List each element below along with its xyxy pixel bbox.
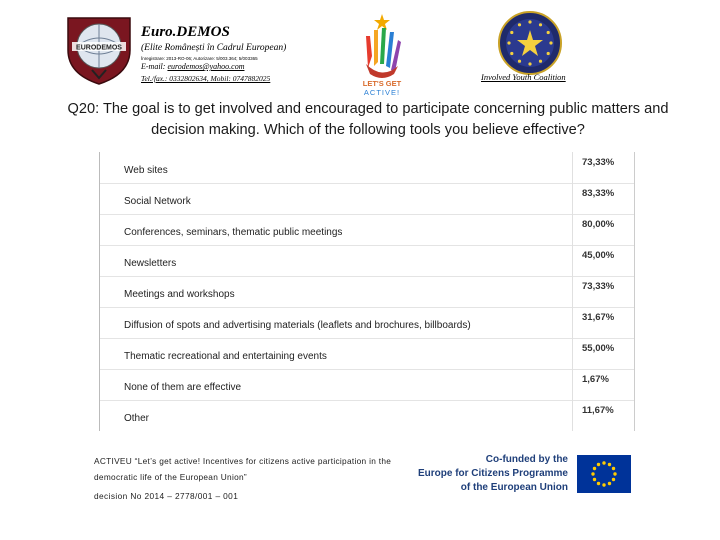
cofund-line-3: of the European Union <box>460 482 568 493</box>
project-description: ACTIVEU “Let’s get active! Incentives for citizens active participation in the democratic life of the European Union” <box>94 456 392 482</box>
row-percentage: 55,00% <box>582 343 615 354</box>
row-percentage: 80,00% <box>582 219 615 230</box>
iyc-label: Involved Youth Coalition <box>481 72 566 82</box>
row-percentage: 83,33% <box>582 188 615 199</box>
row-label: Meetings and workshops <box>124 289 235 300</box>
row-percentage: 1,67% <box>582 374 609 385</box>
table-row <box>100 276 634 308</box>
cofund-line-1: Co-funded by the <box>485 454 568 465</box>
org-subtitle: (Elite Românești în Cadrul European) <box>141 43 287 53</box>
column-divider <box>572 338 573 369</box>
question-text: Q20: The goal is to get involved and encouraged to participate concerning public matters and decision making. Which of the following tools you believe effective? <box>67 101 669 138</box>
eurodemos-logo <box>62 12 136 86</box>
eurodemos-logo-text: EURODEMOS <box>76 44 122 52</box>
row-label: None of them are effective <box>124 382 242 393</box>
column-divider <box>572 214 573 245</box>
row-percentage: 45,00% <box>582 250 615 261</box>
table-row <box>100 152 634 184</box>
table-row <box>100 214 634 246</box>
table-row <box>100 307 634 339</box>
table-row <box>100 245 634 277</box>
row-percentage: 73,33% <box>582 157 615 168</box>
decision-number: decision No 2014 – 2778/001 – 001 <box>94 491 239 501</box>
row-percentage: 31,67% <box>582 312 615 323</box>
email-label: E-mail: <box>141 62 168 71</box>
column-divider <box>572 307 573 338</box>
org-name: Euro.DEMOS <box>141 24 230 40</box>
table-row <box>100 369 634 401</box>
results-table <box>99 152 635 431</box>
table-row <box>100 400 634 431</box>
table-row <box>100 183 634 215</box>
column-divider <box>572 369 573 400</box>
row-label: Diffusion of spots and advertising materials (leaflets and brochures, billboards) <box>124 320 471 331</box>
column-divider <box>572 276 573 307</box>
org-registration: Înregistrare: 2013-RO-06; Autorizare: 5/003.364; 5/003365 <box>141 56 258 61</box>
cofunding-statement <box>404 453 568 495</box>
column-divider <box>572 400 573 431</box>
row-label: Newsletters <box>124 258 177 269</box>
lga-logo-line1: LET'S GET <box>362 79 402 88</box>
row-label: Thematic recreational and entertaining events <box>124 351 327 362</box>
org-phone: Tel./fax.: 0332802634, Mobil: 0747882025 <box>141 74 271 83</box>
column-divider <box>572 183 573 214</box>
lets-get-active-logo <box>358 12 406 96</box>
row-label: Social Network <box>124 196 191 207</box>
involved-youth-coalition-logo <box>497 10 563 76</box>
org-email-line <box>141 62 244 71</box>
row-percentage: 73,33% <box>582 281 615 292</box>
row-label: Web sites <box>124 165 168 176</box>
table-row <box>100 338 634 370</box>
row-label: Other <box>124 413 150 424</box>
eu-flag-icon <box>577 455 631 493</box>
lga-logo-line2: ACTIVE! <box>363 88 401 96</box>
column-divider <box>572 245 573 276</box>
cofund-line-2: Europe for Citizens Programme <box>417 468 568 479</box>
row-label: Conferences, seminars, thematic public meetings <box>124 227 343 238</box>
row-percentage: 11,67% <box>582 405 614 416</box>
column-divider <box>572 152 573 183</box>
email-link[interactable]: eurodemos@yahoo.com <box>167 62 245 71</box>
